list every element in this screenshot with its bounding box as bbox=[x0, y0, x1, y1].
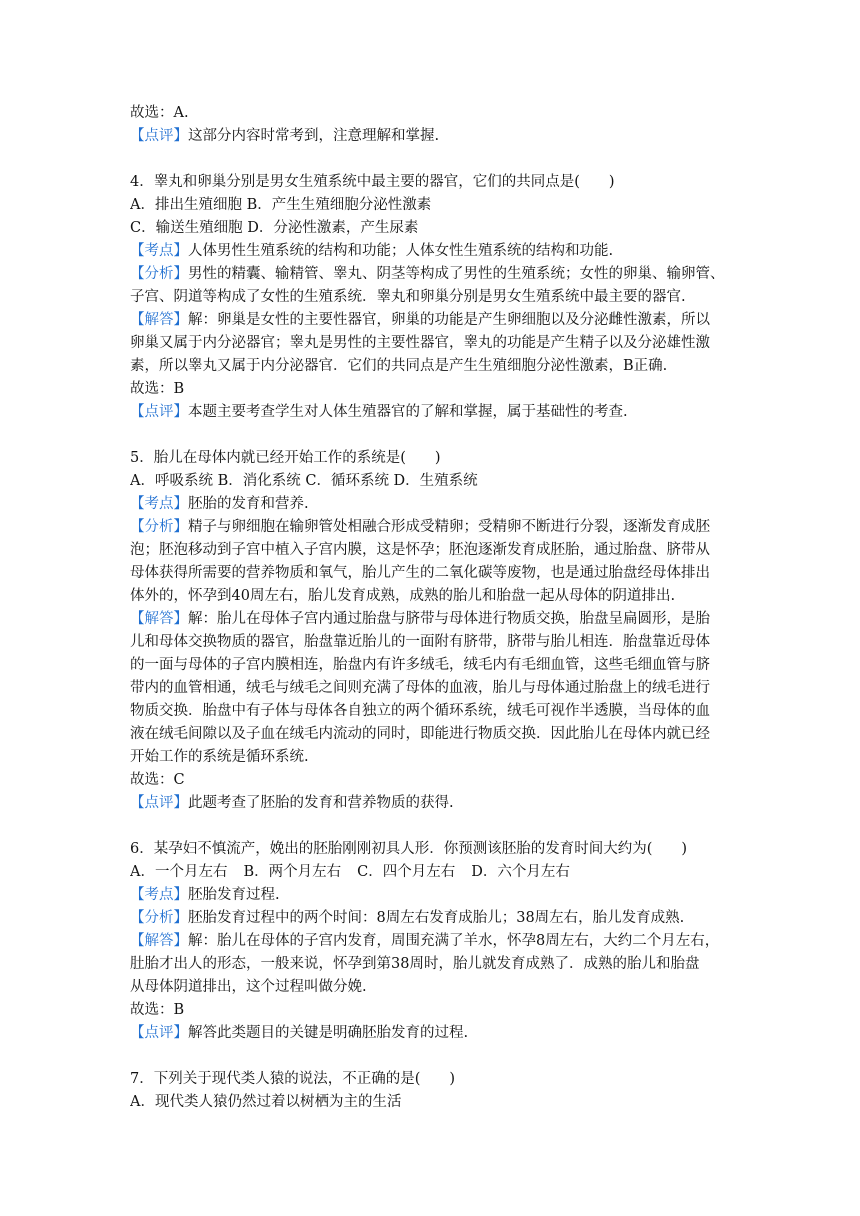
jieda-text: 解：胎儿在母体子宫内通过胎盘与脐带与母体进行物质交换，胎盘呈扁圆形，是胎 bbox=[188, 611, 710, 627]
option-line: A．现代类人猿仍然过着以树栖为主的生活 bbox=[130, 1094, 402, 1110]
fenxi-cont: 泡；胚泡移动到子宫中植入子宫内膜，这是怀孕；胚泡逐渐发育成胚胎，通过胎盘、脐带从 bbox=[130, 542, 710, 558]
jieda-cont: 素，所以睾丸又属于内分泌器官．它们的共同点是产生生殖细胞分泌性激素，B正确. bbox=[130, 358, 668, 374]
question-5 bbox=[130, 447, 760, 815]
jieda-cont: 卵巢又属于内分泌器官；睾丸是男性的主要性器官，睾丸的功能是产生精子以及分泌雄性激 bbox=[130, 335, 710, 351]
kaodian-tag: 【考点】 bbox=[130, 496, 188, 512]
jieda-tag: 【解答】 bbox=[130, 312, 188, 328]
jieda-cont: 液在绒毛间隙以及子血在绒毛内流动的同时，即能进行物质交换．因此胎儿在母体内就已经 bbox=[130, 726, 710, 742]
dianping-tag: 【点评】 bbox=[130, 1025, 188, 1041]
jieda bbox=[130, 608, 760, 631]
dianping bbox=[130, 792, 760, 815]
jieda-cont: 的一面与母体的子宫内膜相连，胎盘内有许多绒毛，绒毛内有毛细血管，这些毛细血管与脐 bbox=[130, 657, 710, 673]
kaodian-tag: 【考点】 bbox=[130, 243, 188, 259]
kaodian-text: 胚胎发育过程. bbox=[188, 887, 280, 903]
question-7 bbox=[130, 1068, 760, 1114]
fenxi-tag: 【分析】 bbox=[130, 266, 188, 282]
option-c: C．四个月左右 bbox=[357, 864, 456, 880]
kaodian-tag: 【考点】 bbox=[130, 887, 188, 903]
dianping-text: 本题主要考查学生对人体生殖器官的了解和掌握，属于基础性的考查. bbox=[188, 404, 628, 420]
dianping bbox=[130, 401, 760, 424]
fenxi bbox=[130, 263, 760, 286]
fenxi-text: 胚胎发育过程中的两个时间：8周左右发育成胎儿；38周左右，胎儿发育成熟. bbox=[188, 910, 685, 926]
fenxi-tag: 【分析】 bbox=[130, 910, 188, 926]
kaodian bbox=[130, 884, 760, 907]
question-stem: 6．某孕妇不慎流产，娩出的胚胎刚刚初具人形．你预测该胚胎的发育时间大约为( ) bbox=[130, 841, 688, 857]
dianping-text: 解答此类题目的关键是明确胚胎发育的过程. bbox=[188, 1025, 469, 1041]
option-d: D．六个月左右 bbox=[471, 864, 570, 880]
fenxi-text: 男性的精囊、输精管、睾丸、阴茎等构成了男性的生殖系统；女性的卵巢、输卵管、 bbox=[188, 266, 725, 282]
fenxi bbox=[130, 907, 760, 930]
question-stem: 5．胎儿在母体内就已经开始工作的系统是( ) bbox=[130, 450, 441, 466]
prev-comment bbox=[130, 125, 760, 148]
option-line: A．排出生殖细胞 B．产生生殖细胞分泌性激素 bbox=[130, 197, 432, 213]
dianping-tag: 【点评】 bbox=[130, 404, 188, 420]
option-line: A．呼吸系统 B．消化系统 C．循环系统 D．生殖系统 bbox=[130, 473, 478, 489]
fenxi-cont: 体外的，怀孕到40周左右，胎儿发育成熟，成熟的胎儿和胎盘一起从母体的阴道排出. bbox=[130, 588, 676, 604]
fenxi-cont: 母体获得所需要的营养物质和氧气，胎儿产生的二氧化碳等废物，也是通过胎盘经母体排出 bbox=[130, 565, 710, 581]
option-b: B．两个月左右 bbox=[243, 864, 342, 880]
answer: 故选：B bbox=[130, 381, 185, 397]
comment-text: 这部分内容时常考到，注意理解和掌握. bbox=[188, 128, 440, 144]
jieda bbox=[130, 930, 760, 953]
fenxi-text: 精子与卵细胞在输卵管处相融合形成受精卵；受精卵不断进行分裂，逐渐发育成胚 bbox=[188, 519, 710, 535]
option-a: A．一个月左右 bbox=[130, 864, 228, 880]
jieda-tag: 【解答】 bbox=[130, 933, 188, 949]
question-stem: 4．睾丸和卵巢分别是男女生殖系统中最主要的器官，它们的共同点是( ) bbox=[130, 174, 615, 190]
kaodian bbox=[130, 240, 760, 263]
question-stem: 7．下列关于现代类人猿的说法，不正确的是( ) bbox=[130, 1071, 456, 1087]
fenxi-cont: 子宫、阴道等构成了女性的生殖系统．睾丸和卵巢分别是男女生殖系统中最主要的器官. bbox=[130, 289, 686, 305]
comment-tag: 【点评】 bbox=[130, 128, 188, 144]
jieda-cont: 带内的血管相通，绒毛与绒毛之间则充满了母体的血液，胎儿与母体通过胎盘上的绒毛进行 bbox=[130, 680, 710, 696]
answer: 故选：B bbox=[130, 1002, 185, 1018]
option-line bbox=[130, 861, 760, 884]
dianping-tag: 【点评】 bbox=[130, 795, 188, 811]
question-6 bbox=[130, 838, 760, 1045]
jieda-cont: 肚胎才出人的形态，一般来说，怀孕到第38周时，胎儿就发育成熟了．成熟的胎儿和胎盘 bbox=[130, 956, 700, 972]
jieda-cont: 从母体阴道排出，这个过程叫做分娩. bbox=[130, 979, 367, 995]
question-4 bbox=[130, 171, 760, 424]
kaodian bbox=[130, 493, 760, 516]
answer: 故选：C bbox=[130, 772, 185, 788]
dianping bbox=[130, 1022, 760, 1045]
kaodian-text: 人体男性生殖系统的结构和功能；人体女性生殖系统的结构和功能. bbox=[188, 243, 614, 259]
document-page bbox=[130, 102, 760, 1114]
jieda bbox=[130, 309, 760, 332]
jieda-text: 解：卵巢是女性的主要性器官，卵巢的功能是产生卵细胞以及分泌雌性激素，所以 bbox=[188, 312, 710, 328]
fenxi bbox=[130, 516, 760, 539]
kaodian-text: 胚胎的发育和营养. bbox=[188, 496, 309, 512]
jieda-cont: 开始工作的系统是循环系统. bbox=[130, 749, 309, 765]
option-line: C．输送生殖细胞 D．分泌性激素，产生尿素 bbox=[130, 220, 419, 236]
jieda-tag: 【解答】 bbox=[130, 611, 188, 627]
jieda-cont: 儿和母体交换物质的器官，胎盘靠近胎儿的一面附有脐带，脐带与胎儿相连．胎盘靠近母体 bbox=[130, 634, 710, 650]
fenxi-tag: 【分析】 bbox=[130, 519, 188, 535]
jieda-cont: 物质交换．胎盘中有子体与母体各自独立的两个循环系统，绒毛可视作半透膜，当母体的血 bbox=[130, 703, 710, 719]
jieda-text: 解：胎儿在母体的子宫内发育，周围充满了羊水，怀孕8周左右，大约二个月左右， bbox=[188, 933, 720, 949]
prev-answer: 故选：A. bbox=[130, 105, 189, 121]
dianping-text: 此题考查了胚胎的发育和营养物质的获得. bbox=[188, 795, 454, 811]
